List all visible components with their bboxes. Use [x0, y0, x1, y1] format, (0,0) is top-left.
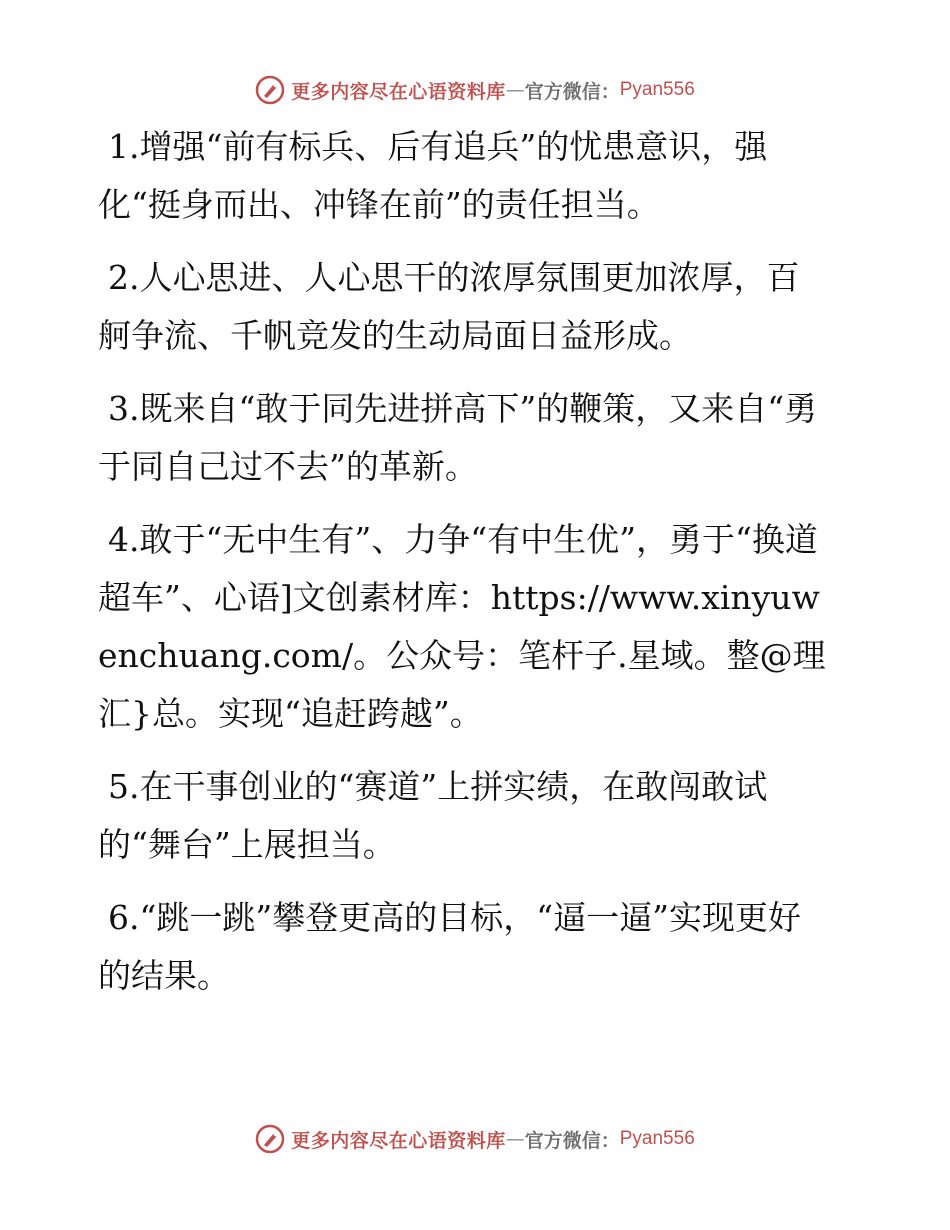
footer-banner	[0, 1119, 950, 1159]
banner-wechat-id: Pyan556	[619, 1128, 695, 1149]
list-item	[98, 889, 828, 1005]
banner-main-text: 更多内容尽在心语资料库	[291, 80, 506, 103]
list-item	[98, 758, 828, 874]
banner-dash: —	[505, 79, 525, 101]
list-item	[98, 118, 828, 234]
list-item	[98, 380, 828, 496]
item-text: “跳一跳”攀登更高的目标，“逼一逼”实现更好的结果。	[98, 898, 801, 995]
pen-logo-icon	[255, 1124, 285, 1154]
item-text: 人心思进、人心思干的浓厚氛围更加浓厚，百舸争流、千帆竞发的生动局面日益形成。	[98, 258, 800, 355]
item-text: 增强“前有标兵、后有追兵”的忧患意识，强化“挺身而出、冲锋在前”的责任担当。	[98, 127, 768, 224]
item-number: 5.	[108, 767, 140, 806]
list-item	[98, 249, 828, 365]
document-body	[98, 118, 828, 1020]
banner-main-text: 更多内容尽在心语资料库	[291, 1129, 506, 1152]
list-item	[98, 511, 828, 743]
banner-wechat-label: 官方微信：	[524, 80, 620, 103]
header-banner	[0, 70, 950, 110]
item-number: 2.	[108, 258, 140, 297]
item-text: 既来自“敢于同先进拼高下”的鞭策，又来自“勇于同自己过不去”的革新。	[98, 389, 818, 486]
item-text: 敢于“无中生有”、力争“有中生优”，勇于“换道超车”、心语]文创素材库：https://www.xinyuwenchuang.com/。公众号：笔杆子.星域。整@理汇}总。实现“追赶跨越”。	[98, 520, 826, 733]
banner-dash: —	[505, 1128, 525, 1150]
item-number: 3.	[108, 389, 140, 428]
pen-logo-icon	[255, 75, 285, 105]
item-number: 4.	[108, 520, 140, 559]
banner-wechat-label: 官方微信：	[524, 1129, 620, 1152]
item-text: 在干事创业的“赛道”上拼实绩，在敢闯敢试的“舞台”上展担当。	[98, 767, 768, 864]
item-number: 1.	[108, 127, 140, 166]
item-number: 6.	[108, 898, 140, 937]
banner-wechat-id: Pyan556	[619, 79, 695, 100]
